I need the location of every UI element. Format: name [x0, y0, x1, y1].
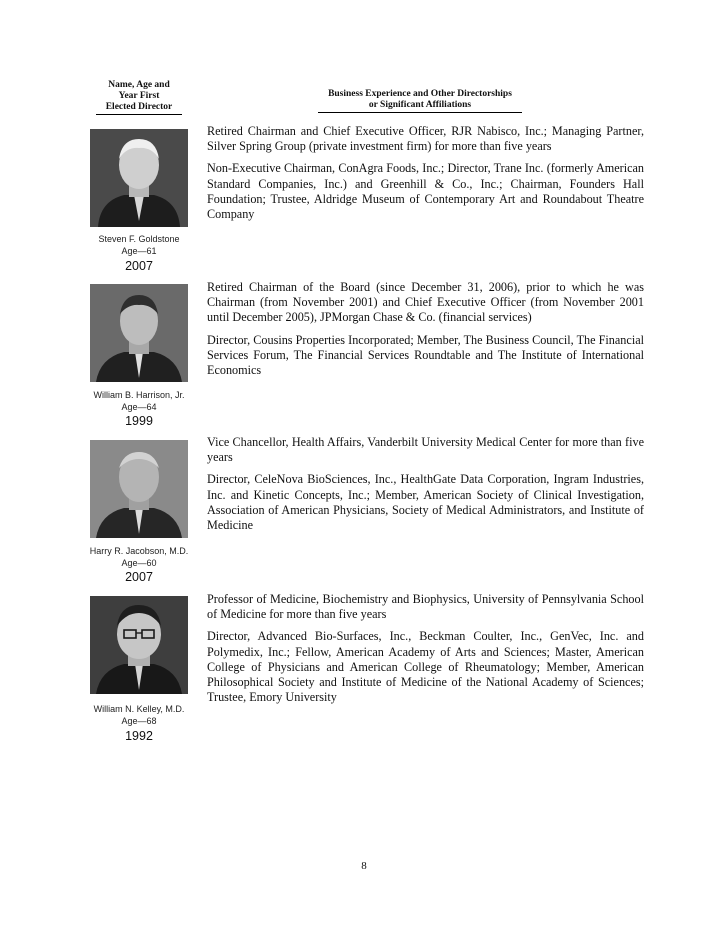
bio-paragraph: Director, Advanced Bio-Surfaces, Inc., Beckman Coulter, Inc., GenVec, Inc. and Polymedix, Inc.; Fellow, American Academy of Arts and Sciences; Master, American College of Physicians and American College of Rheumatology; Member, American Philosophical Society and Institute of Medicine of the National Academy of Sciences; Trustee, Emory University — [207, 629, 644, 705]
director-age: Age—60 — [121, 558, 157, 568]
portrait-image — [90, 129, 188, 227]
director-year-elected: 2007 — [125, 570, 153, 584]
director-bio — [207, 280, 644, 385]
director-year-elected: 1992 — [125, 729, 153, 743]
bio-paragraph: Retired Chairman and Chief Executive Officer, RJR Nabisco, Inc.; Managing Partner, Silver Spring Group (private investment firm) for more than five years — [207, 124, 644, 154]
header-right-line-2: or Significant Affiliations — [368, 100, 472, 110]
header-left-line-3: Elected Director — [96, 102, 182, 115]
portrait-image — [90, 440, 188, 538]
bio-paragraph: Vice Chancellor, Health Affairs, Vanderbilt University Medical Center for more than five years — [207, 435, 644, 465]
header-left-line-2: Year First — [118, 91, 160, 101]
header-left-line-1: Name, Age and — [108, 80, 170, 90]
director-year-elected: 2007 — [125, 259, 153, 273]
director-photo — [90, 284, 188, 382]
director-age: Age—64 — [121, 402, 157, 412]
portrait-image — [90, 596, 188, 694]
director-bio — [207, 124, 644, 229]
director-bio — [207, 592, 644, 712]
director-year-elected: 1999 — [125, 414, 153, 428]
director-bio — [207, 435, 644, 540]
director-name: William B. Harrison, Jr. — [93, 390, 185, 400]
director-age: Age—68 — [121, 716, 157, 726]
bio-paragraph: Professor of Medicine, Biochemistry and Biophysics, University of Pennsylvania School of Medicine for more than five years — [207, 592, 644, 622]
page-number: 8 — [361, 860, 367, 872]
bio-paragraph: Director, Cousins Properties Incorporated; Member, The Business Council, The Financial Services Forum, The Financial Services Roundtable and The Institute of International Economics — [207, 332, 644, 378]
bio-paragraph: Director, CeleNova BioSciences, Inc., HealthGate Data Corporation, Ingram Industries, Inc. and Kinetic Concepts, Inc.; Member, American Society of Clinical Investigation, Association of American Physicians, Society of Medical Administrators, and Institute of Medicine — [207, 472, 644, 533]
director-name: Steven F. Goldstone — [98, 234, 180, 244]
bio-paragraph: Non-Executive Chairman, ConAgra Foods, Inc.; Director, Trane Inc. (formerly American Standard Companies, Inc.) and Greenhill & Co., Inc.; Chairman, Founders Hall Foundation; Trustee, Aldridge Museum of Contemporary Art and Roundabout Theatre Company — [207, 161, 644, 222]
bio-paragraph: Retired Chairman of the Board (since December 31, 2006), prior to which he was Chairman (from November 2001) and Chief Executive Officer (from November 2001 until December 2005), JPMorgan Chase & Co. (financial services) — [207, 280, 644, 325]
director-age: Age—61 — [121, 246, 157, 256]
column-header-business-experience — [318, 89, 522, 113]
director-photo — [90, 440, 188, 538]
director-name: William N. Kelley, M.D. — [93, 704, 185, 714]
director-photo — [90, 129, 188, 227]
column-header-name-age — [96, 80, 182, 115]
director-name: Harry R. Jacobson, M.D. — [89, 546, 189, 556]
director-photo — [90, 596, 188, 694]
portrait-image — [90, 284, 188, 382]
header-right-line-1: Business Experience and Other Directorships — [328, 89, 512, 99]
